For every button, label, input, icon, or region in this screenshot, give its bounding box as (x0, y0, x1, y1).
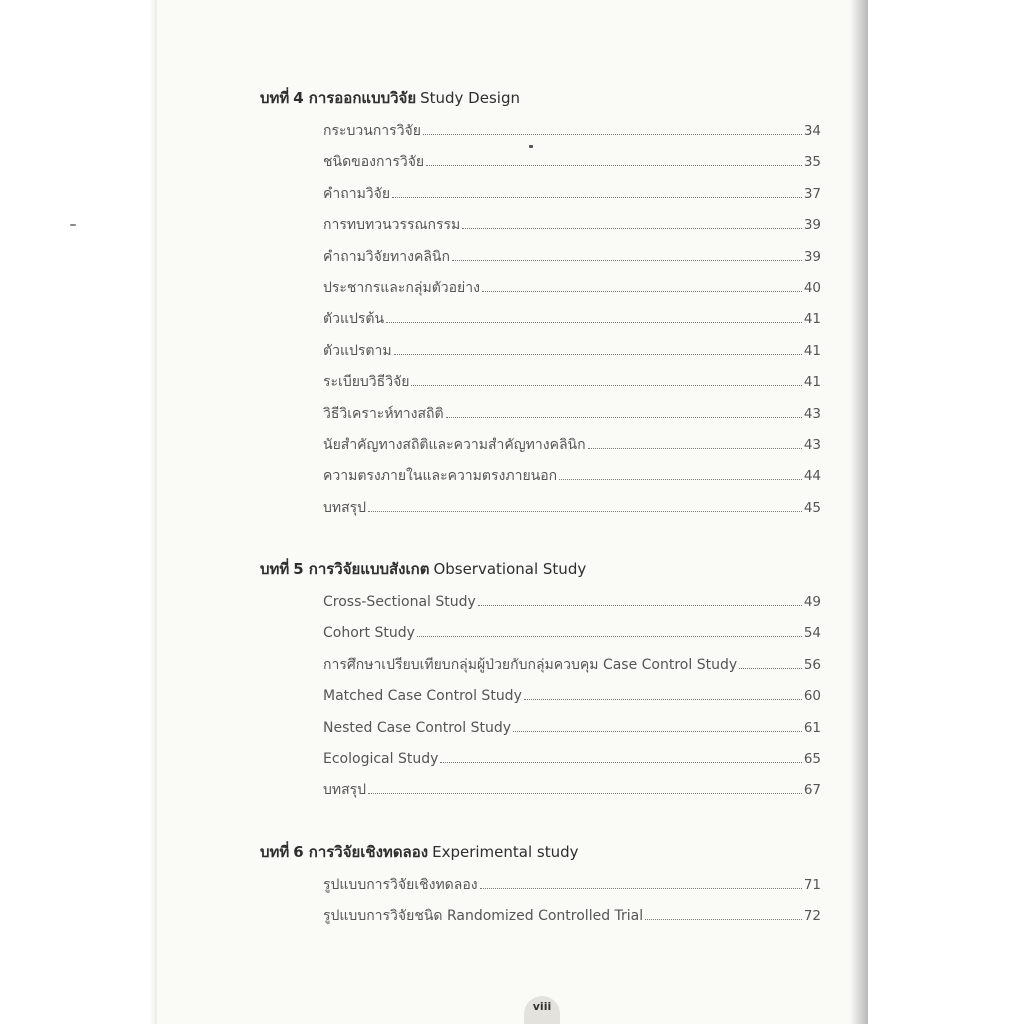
chapter-number: 6 (293, 843, 304, 861)
page-left-edge (150, 0, 157, 1024)
leader-dots (588, 447, 802, 449)
leader-dots (524, 698, 802, 700)
toc-entry-page: 61 (803, 719, 821, 736)
chapter-word: บทที่ (260, 843, 290, 861)
toc-entry-page: 60 (803, 688, 821, 705)
leader-dots (440, 761, 801, 763)
page-number: viii (524, 996, 560, 1024)
toc-entry-page: 40 (803, 279, 821, 296)
leader-dots (645, 918, 802, 920)
toc-entry[interactable] (323, 870, 821, 901)
toc-entry[interactable] (323, 210, 821, 241)
chapter-english-title: Experimental study (432, 843, 579, 861)
toc-entry-page: 43 (803, 405, 821, 422)
chapter-6 (260, 839, 820, 933)
toc-entry-label: นัยสำคัญทางสถิติและความสำคัญทางคลินิก (323, 436, 586, 453)
toc-entries (260, 870, 820, 933)
leader-dots (452, 259, 802, 261)
toc-entry-page: 56 (803, 656, 821, 673)
toc-entry-page: 71 (803, 877, 821, 893)
leader-dots (426, 164, 802, 166)
toc-entry-page: 49 (803, 594, 821, 610)
leader-dots (739, 667, 802, 669)
toc-entry-label: รูปแบบการวิจัยชนิด Randomized Controlled Trial (323, 908, 644, 925)
toc-entry-label: คำถามวิจัย (323, 185, 391, 202)
toc-entry[interactable] (323, 587, 821, 618)
toc-entry-label: การศึกษาเปรียบเทียบกลุ่มผู้ป่วยกับกลุ่มควบคุม Case Control Study (323, 656, 738, 673)
toc-entry-page: 72 (803, 908, 821, 925)
chapter-heading (260, 839, 820, 865)
print-speck (70, 224, 76, 226)
toc-entry-page: 45 (803, 499, 821, 516)
toc-entry-page: 44 (803, 468, 821, 485)
toc-entry[interactable] (323, 179, 821, 210)
toc-entries (260, 116, 820, 524)
leader-dots (462, 227, 802, 229)
binding-shadow (850, 0, 868, 1024)
toc-entry-page: 34 (803, 123, 821, 139)
leader-dots (394, 353, 802, 355)
toc-entry-label: บทสรุป (323, 782, 367, 799)
toc-entry[interactable] (323, 399, 821, 430)
toc-entry-page: 54 (803, 625, 821, 642)
chapter-4 (260, 85, 820, 524)
leader-dots (559, 478, 802, 480)
leader-dots (513, 730, 802, 732)
toc-entry[interactable] (323, 461, 821, 492)
toc-entry-label: คำถามวิจัยทางคลินิก (323, 248, 450, 265)
leader-dots (480, 887, 802, 889)
chapter-5 (260, 556, 820, 807)
toc-entry-page: 67 (803, 782, 821, 799)
toc-entry[interactable] (323, 901, 821, 932)
toc-entry-label: ความตรงภายในและความตรงภายนอก (323, 468, 558, 485)
toc-entry-label: กระบวนการวิจัย (323, 123, 421, 139)
toc-entry-label: Nested Case Control Study (323, 719, 512, 736)
toc-entry-label: Cross-Sectional Study (323, 594, 476, 610)
toc-entry-label: บทสรุป (323, 499, 367, 516)
toc-page (157, 0, 868, 1024)
leader-dots (386, 321, 802, 323)
toc-entry-page: 41 (803, 311, 821, 328)
toc-entry-label: Ecological Study (323, 750, 439, 767)
toc-entry[interactable] (323, 367, 821, 398)
leader-dots (392, 196, 802, 198)
toc-entry[interactable] (323, 336, 821, 367)
toc-entry-label: Cohort Study (323, 625, 415, 642)
toc-entry-page: 65 (803, 750, 821, 767)
toc-entry-label: ตัวแปรต้น (323, 311, 385, 328)
toc-entry-page: 39 (803, 217, 821, 234)
leader-dots (423, 133, 802, 135)
toc-entry[interactable] (323, 493, 821, 524)
leader-dots (368, 510, 802, 512)
chapter-number: 5 (293, 560, 304, 578)
chapter-thai-title: การวิจัยแบบสังเกต (308, 560, 430, 578)
leader-dots (446, 416, 802, 418)
toc-entry[interactable] (323, 681, 821, 712)
toc-entry-label: ตัวแปรตาม (323, 342, 392, 359)
toc-entry[interactable] (323, 650, 821, 681)
toc-entry-label: ชนิดของการวิจัย (323, 154, 425, 171)
toc-entry-label: วิธีวิเคราะห์ทางสถิติ (323, 405, 444, 422)
chapter-number: 4 (293, 89, 304, 107)
toc-entry[interactable] (323, 744, 821, 775)
chapter-english-title: Study Design (420, 89, 520, 107)
toc-entry-page: 41 (803, 374, 821, 391)
chapter-word: บทที่ (260, 560, 290, 578)
chapter-heading (260, 556, 820, 582)
toc-entry-page: 37 (803, 185, 821, 202)
toc-entries (260, 587, 820, 807)
toc-entry[interactable] (323, 116, 821, 147)
toc-entry[interactable] (323, 775, 821, 806)
toc-entry-label: รูปแบบการวิจัยเชิงทดลอง (323, 877, 478, 893)
toc-entry[interactable] (323, 304, 821, 335)
toc-entry[interactable] (323, 242, 821, 273)
chapter-thai-title: การออกแบบวิจัย (308, 89, 417, 107)
toc-entry-page: 41 (803, 342, 821, 359)
toc-entry-page: 35 (803, 154, 821, 171)
leader-dots (482, 290, 802, 292)
leader-dots (417, 635, 802, 637)
toc-entry[interactable] (323, 273, 821, 304)
toc-entry[interactable] (323, 713, 821, 744)
chapter-heading (260, 85, 820, 111)
toc-entry-label: ระเบียบวิธีวิจัย (323, 374, 410, 391)
toc-entry[interactable] (323, 430, 821, 461)
leader-dots (368, 792, 802, 794)
leader-dots (478, 604, 802, 606)
toc-entry-label: ประชากรและกลุ่มตัวอย่าง (323, 279, 480, 296)
toc-entry-label: การทบทวนวรรณกรรม (323, 217, 461, 234)
toc-entry-page: 39 (803, 248, 821, 265)
toc-entry-page: 43 (803, 436, 821, 453)
chapter-english-title: Observational Study (433, 560, 587, 578)
chapter-thai-title: การวิจัยเชิงทดลอง (308, 843, 429, 861)
toc-entry-label: Matched Case Control Study (323, 688, 522, 705)
chapter-word: บทที่ (260, 89, 290, 107)
toc-entry[interactable] (323, 147, 821, 178)
toc-entry[interactable] (323, 618, 821, 649)
leader-dots (411, 384, 801, 386)
